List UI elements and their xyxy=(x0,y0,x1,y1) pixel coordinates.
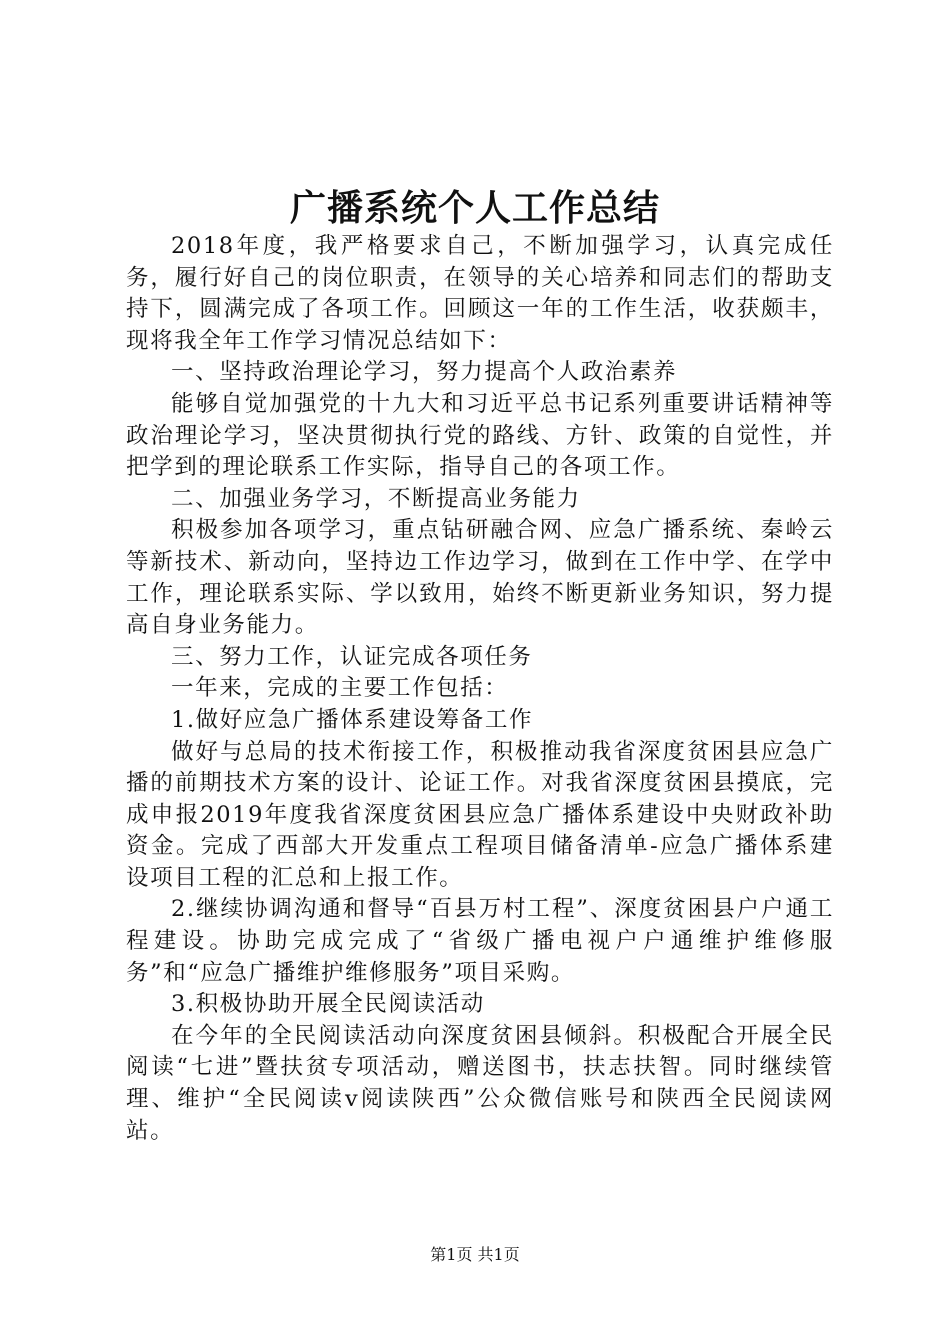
item-heading-1: 1.做好应急广播体系建设筹备工作 xyxy=(171,706,534,733)
document-title: 广播系统个人工作总结 xyxy=(289,187,660,229)
section-heading-3: 三、努力工作，认证完成各项任务 xyxy=(171,643,533,670)
section-heading-2: 二、加强业务学习，不断提高业务能力 xyxy=(171,485,581,512)
paragraph-emergency-broadcast: 做好与总局的技术衔接工作，积极推动我省深度贫困县应急广播的前期技术方案的设计、论证工作。对我省深度贫困县摸底，完成申报2019年度我省深度贫困县应急广播体系建设中央财政补助资金。完成了西部大开发重点工程项目储备清单-应急广播体系建设项目工程的汇总和上报工作。 xyxy=(126,738,834,891)
paragraph-reading: 在今年的全民阅读活动向深度贫困县倾斜。积极配合开展全民阅读“七进”暨扶贫专项活动，赠送图书，扶志扶智。同时继续管理、维护“全民阅读v阅读陕西”公众微信账号和陕西全民阅读网站。 xyxy=(126,1022,834,1144)
paragraph-politics: 能够自觉加强党的十九大和习近平总书记系列重要讲话精神等政治理论学习，坚决贯彻执行党的路线、方针、政策的自觉性，并把学到的理论联系工作实际，指导自己的各项工作。 xyxy=(126,390,834,481)
paragraph-summary-intro: 一年来，完成的主要工作包括： xyxy=(171,675,509,702)
document-body xyxy=(126,231,834,1147)
paragraph-business: 积极参加各项学习，重点钻研融合网、应急广播系统、秦岭云等新技术、新动向，坚持边工作边学习，做到在工作中学、在学中工作，理论联系实际、学以致用，始终不断更新业务知识，努力提高自身业务能力。 xyxy=(126,517,834,639)
page-footer: 第1页 共1页 xyxy=(430,1245,520,1264)
paragraph-intro: 2018年度，我严格要求自己，不断加强学习，认真完成任务，履行好自己的岗位职责，在领导的关心培养和同志们的帮助支持下，圆满完成了各项工作。回顾这一年的工作生活，收获颇丰，现将我全年工作学习情况总结如下： xyxy=(126,233,834,354)
section-heading-1: 一、坚持政治理论学习，努力提高个人政治素养 xyxy=(171,359,678,386)
item-heading-3: 3.积极协助开展全民阅读活动 xyxy=(171,991,485,1018)
paragraph-coordination: 2.继续协调沟通和督导“百县万村工程”、深度贫困县户户通工程建设。协助完成完成了“省级广播电视户户通维护维修服务”和“应急广播维护维修服务”项目采购。 xyxy=(126,896,834,986)
